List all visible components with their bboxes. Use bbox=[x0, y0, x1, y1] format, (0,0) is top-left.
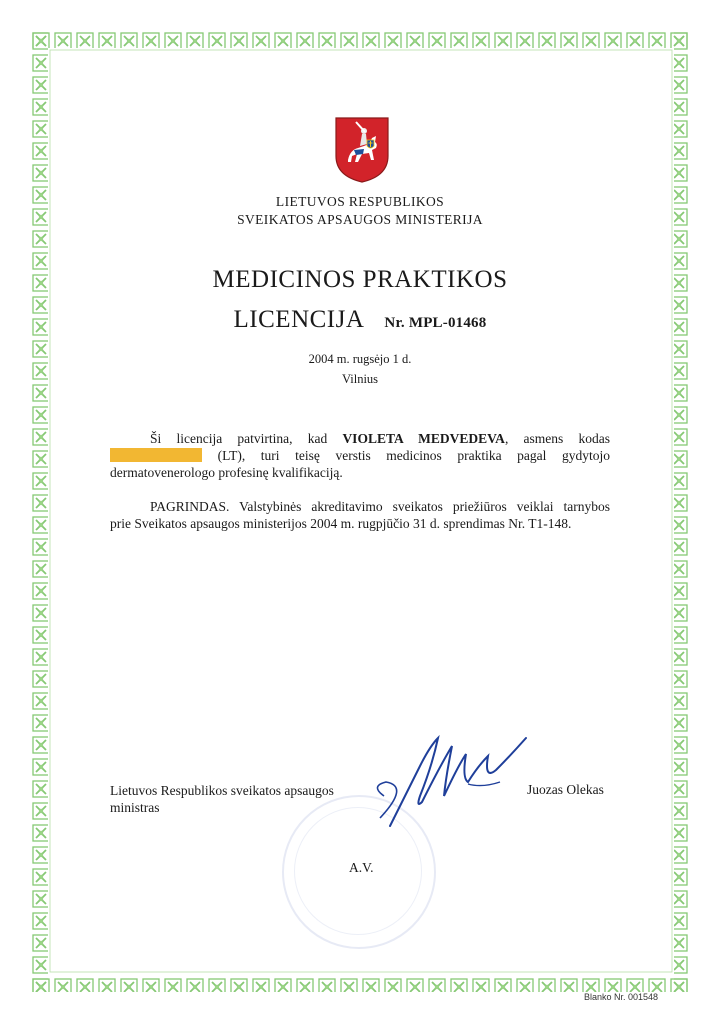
stamp-place-label: A.V. bbox=[349, 860, 374, 875]
signatory-title bbox=[110, 782, 334, 816]
ministry-name-line2: SVEIKATOS APSAUGOS MINISTERIJA bbox=[237, 212, 483, 227]
form-number: Blanko Nr. 001548 bbox=[583, 992, 658, 1002]
issue-place: Vilnius bbox=[341, 372, 379, 386]
document-title: MEDICINOS PRAKTIKOS bbox=[212, 266, 508, 293]
statement-line2: (LT), turi teisę verstis medicinos praktika pagal gydytojo bbox=[217, 448, 611, 463]
statement-line3: dermatovenerologo profesinę kvalifikaciją. bbox=[110, 465, 343, 480]
licensee-name: VIOLETA MEDVEDEVA bbox=[342, 431, 505, 446]
statement-code-label: , asmens kodas bbox=[504, 431, 610, 446]
issue-date: 2004 m. rugsėjo 1 d. bbox=[308, 352, 412, 366]
license-title: LICENCIJA bbox=[233, 306, 365, 333]
signatory-name: Juozas Olekas bbox=[527, 782, 604, 797]
redacted-personal-code bbox=[110, 448, 202, 462]
coat-of-arms-icon bbox=[334, 116, 390, 184]
ministry-name-line1: LIETUVOS RESPUBLIKOS bbox=[275, 194, 445, 209]
license-number: Nr. MPL-01468 bbox=[384, 315, 487, 331]
signature-mark bbox=[350, 726, 550, 836]
basis-line1: PAGRINDAS. Valstybinės akreditavimo sveikatos priežiūros veiklai tarnybos bbox=[150, 499, 610, 514]
basis-line2: prie Sveikatos apsaugos ministerijos 2004 m. rugpjūčio 31 d. sprendimas Nr. T1-148. bbox=[110, 516, 572, 531]
legal-basis bbox=[110, 498, 610, 532]
signatory-title-line1: Lietuvos Respublikos sveikatos apsaugos bbox=[110, 783, 334, 798]
license-statement bbox=[110, 430, 610, 481]
statement-intro: Ši licencija patvirtina, kad bbox=[150, 431, 343, 446]
signatory-title-line2: ministras bbox=[110, 800, 160, 815]
